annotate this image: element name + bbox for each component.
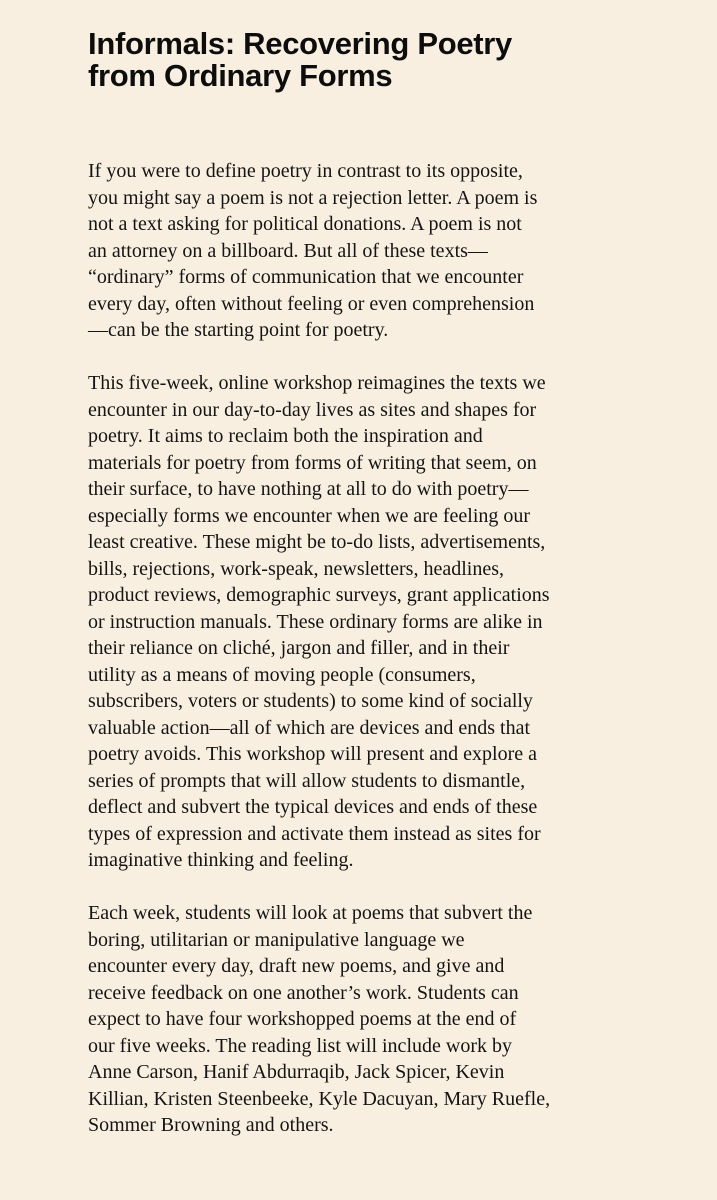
paragraph-line: expect to have four workshopped poems at the end of	[88, 1008, 517, 1030]
paragraph-line: poetry avoids. This workshop will present and explore a	[88, 743, 537, 765]
paragraph-line: bills, rejections, work-speak, newsletters, headlines,	[88, 557, 504, 580]
paragraph-1	[88, 158, 677, 344]
paragraph-line: an attorney on a billboard. But all of these texts—	[88, 239, 488, 262]
paragraph-line: utility as a means of moving people (consumers,	[88, 663, 476, 686]
title-line: Informals: Recovering Poetry	[88, 26, 512, 61]
paragraph-line: receive feedback on one another’s work. Students can	[88, 981, 519, 1004]
paragraph-line: Anne Carson, Hanif Abdurraqib, Jack Spicer, Kevin	[88, 1061, 505, 1083]
paragraph-line: subscribers, voters or students) to some kind of socially	[88, 690, 533, 712]
paragraph-line: poetry. It aims to reclaim both the inspiration and	[88, 425, 483, 447]
paragraph-line: “ordinary” forms of communication that we encounter	[88, 266, 524, 288]
paragraph-line: —can be the starting point for poetry.	[88, 319, 389, 341]
paragraph-line: especially forms we encounter when we are feeling our	[88, 504, 531, 527]
paragraph-line: our five weeks. The reading list will include work by	[88, 1034, 512, 1057]
paragraph-line: their reliance on cliché, jargon and filler, and in their	[88, 637, 510, 659]
paragraph-2	[88, 370, 677, 874]
paragraph-line: encounter in our day-to-day lives as sites and shapes for	[88, 398, 537, 421]
paragraph-3	[88, 900, 677, 1139]
paragraph-line: their surface, to have nothing at all to do with poetry—	[88, 478, 529, 500]
paragraph-line: you might say a poem is not a rejection letter. A poem is	[88, 186, 538, 209]
paragraph-line: Each week, students will look at poems that subvert the	[88, 902, 533, 924]
paragraph-line: boring, utilitarian or manipulative language we	[88, 928, 465, 951]
paragraph-line: types of expression and activate them instead as sites for	[88, 822, 541, 845]
paragraph-line: This five-week, online workshop reimagines the texts we	[88, 372, 546, 394]
paragraph-line: or instruction manuals. These ordinary forms are alike in	[88, 610, 543, 633]
paragraph-line: product reviews, demographic surveys, grant applications	[88, 584, 550, 606]
paragraph-line: least creative. These might be to-do lists, advertisements,	[88, 531, 546, 553]
paragraph-line: valuable action—all of which are devices and ends that	[88, 716, 531, 739]
paragraph-line: imaginative thinking and feeling.	[88, 849, 354, 871]
paragraph-line: series of prompts that will allow students to dismantle,	[88, 769, 526, 792]
paragraph-line: Sommer Browning and others.	[88, 1114, 334, 1136]
paragraph-line: Killian, Kristen Steenbeeke, Kyle Dacuyan, Mary Ruefle,	[88, 1087, 551, 1110]
page-title	[88, 28, 677, 92]
paragraph-line: encounter every day, draft new poems, and give and	[88, 955, 505, 977]
article-body	[88, 158, 677, 1139]
paragraph-line: materials for poetry from forms of writing that seem, on	[88, 451, 537, 474]
paragraph-line: every day, often without feeling or even comprehension	[88, 292, 535, 315]
paragraph-line: not a text asking for political donations. A poem is not	[88, 213, 522, 235]
paragraph-line: If you were to define poetry in contrast to its opposite,	[88, 160, 523, 182]
paragraph-line: deflect and subvert the typical devices and ends of these	[88, 796, 538, 818]
title-line: from Ordinary Forms	[88, 58, 393, 93]
